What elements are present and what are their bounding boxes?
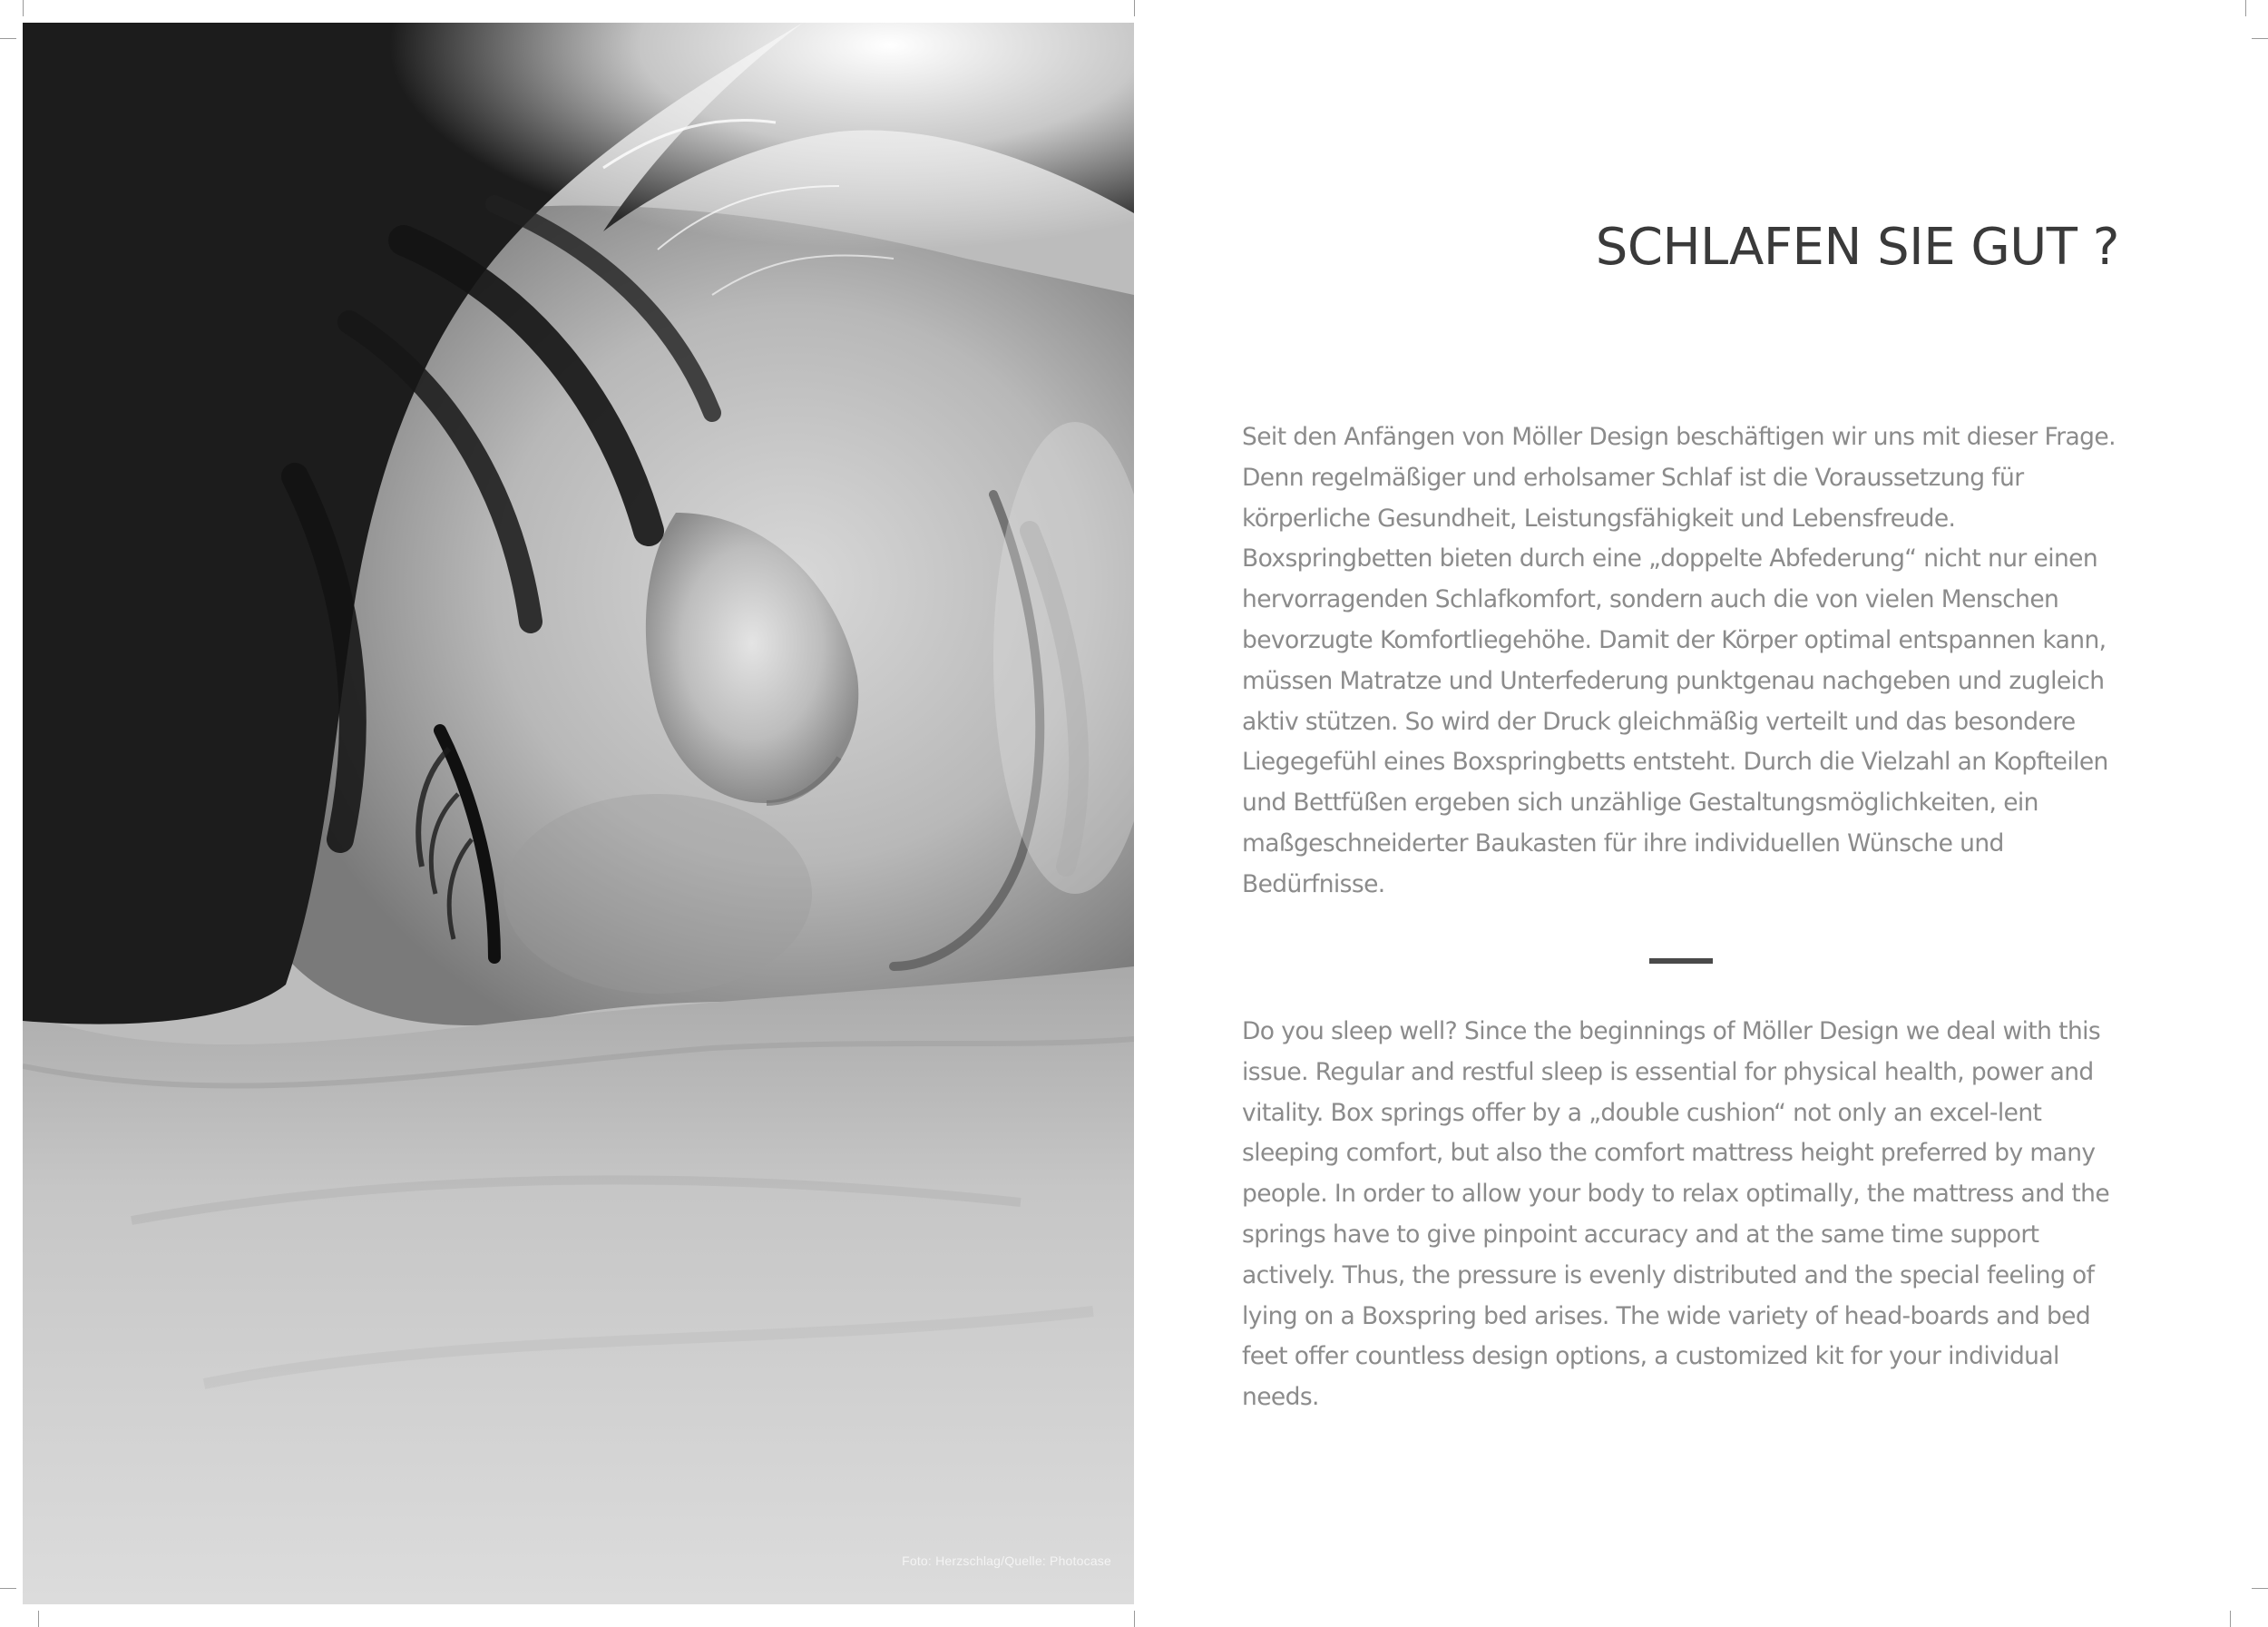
section-divider [1649,958,1713,964]
body-text-german: Seit den Anfängen von Möller Design beschäftigen wir uns mit dieser Frage. Denn regelmäßiger und erholsamer Schlaf ist die Voraussetzung für körperliche Gesundheit, Leistungsfähigkeit und Lebensfreude. Boxspringbetten bieten durch eine „doppelte Abfederung“ nicht nur einen hervorragenden Schlafkomfort, sondern auch die von vielen Menschen bevorzugte Komfortliegehöhe. Damit der Körper optimal entspannen kann, müssen Matratze und Unterfederung punktgenau nachgeben und zugleich aktiv stützen. So wird der Druck gleichmäßig verteilt und das besondere Liegegefühl eines Boxspringbetts entsteht. Durch die Vielzahl an Kopfteilen und Bettfüßen ergeben sich unzählige Gestaltungsmöglichkeiten, ein maßgeschneiderter Baukasten für ihre individuellen Wünsche und Bedürfnisse. [1242,423,2116,898]
body-text-english: Do you sleep well? Since the beginnings of Möller Design we deal with this issue. Regular and restful sleep is essential for physical health, power and vitality. Box springs offer by a „double cushion“ not only an excel-lent sleeping comfort, but also the comfort mattress height preferred by many people. In order to allow your body to relax optimally, the mattress and the springs have to give pinpoint accuracy and at the same time support actively. Thus, the pressure is evenly distributed and the special feeling of lying on a Boxspring bed arises. The wide variety of head-boards and bed feet offer countless design options, a customized kit for your individual needs. [1242,1017,2110,1412]
photo-illustration [23,23,1134,1604]
crop-mark-bottom-left-h [0,1588,16,1589]
photo-credit: Foto: Herzschlag/Quelle: Photocase [902,1553,1111,1568]
crop-mark-top-left-v [23,0,24,16]
sleeping-woman-photo [23,23,1134,1604]
crop-mark-top-right-v [2245,0,2246,16]
crop-mark-bottom-right-h [2252,1588,2268,1589]
crop-mark-bottom-right-v [2230,1611,2231,1627]
page-title: SCHLAFEN SIE GUT ? [1595,218,2119,277]
crop-mark-top-left-h [0,38,16,39]
crop-mark-top-center-v [1134,0,1135,16]
crop-mark-top-right-h [2252,38,2268,39]
crop-mark-bottom-center-v [1134,1611,1135,1627]
crop-mark-bottom-left-v [38,1611,39,1627]
